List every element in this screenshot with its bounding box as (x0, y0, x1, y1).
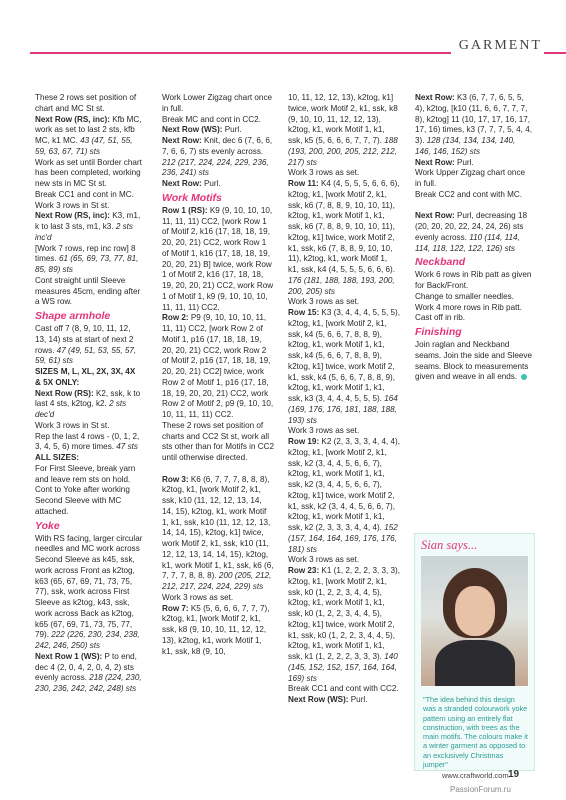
instruction-text: Work 3 rows as set. (288, 426, 360, 436)
stitch-count: 2 sts dec'd (35, 399, 127, 419)
instruction-text: K9 (9, 10, 10, 10, 11, 11, 11) CC2, [work Row 1 of Motif 2, k16 (17, 18, 18, 19, 20, 20, 21) CC2, work Row 1 of Motif 1, k16 (17, 18, 18, 19, 20, 20, 21) B] twice, work Row 1 of Motif 2, k16 (17, 18, 18, 19, 20, 20, 21) CC2, work Row 1 of Motif 1, k9 (9, 10, 10, 10, 11, 11, 11) CC2. (162, 205, 274, 312)
instruction-text: These 2 rows set position of chart and MC St st. (35, 93, 137, 113)
row-label: SIZES M, L, XL, 2X, 3X, 4X & 5X ONLY: (35, 367, 136, 387)
instruction-text: Purl, decreasing 18 (20, 20, 20, 22, 24, 24, 26) sts evenly across. (415, 211, 527, 242)
stitch-count: 61 (65, 69, 73, 77, 81, 85, 89) sts (35, 254, 139, 274)
instruction-paragraph (415, 292, 533, 303)
sian-says-box (414, 533, 535, 771)
column-2 (162, 93, 274, 657)
instruction-text: Work Upper Zigzag chart once in full. (415, 168, 526, 188)
row-label: Next Row (RS, inc): (35, 114, 113, 124)
instruction-paragraph (288, 695, 400, 706)
instruction-paragraph (162, 125, 274, 136)
row-label: Next Row (WS): (288, 695, 351, 704)
instruction-text: Knit, dec 6 (7, 6, 6, 7, 6, 6, 7) sts evenly across. (162, 136, 273, 156)
stitch-count: 47 sts (116, 442, 138, 452)
row-label: Row 7: (162, 603, 191, 613)
instruction-text: Join raglan and Neckband seams. Join the side and Sleeve seams. Block to measurements given and weave in all ends. (415, 340, 532, 382)
instruction-text: Work 3 rows as set. (162, 592, 234, 602)
col2-block-a (162, 93, 274, 190)
instruction-paragraph (35, 93, 143, 115)
instruction-text: K3 (6, 7, 7, 6, 5, 5, 4), k2tog, [k10 (11, 6, 6, 7, 7, 7, 8), k2tog] 11 (10, 17, 17, 16, 17, 17, 16) times, k3 (7, 7, 7, 5, 4, 4, 3). (415, 93, 532, 145)
row-label: Next Row: (415, 93, 457, 102)
row-label: Next Row: (162, 136, 204, 145)
heading-yoke: Yoke (35, 519, 60, 532)
instruction-paragraph (35, 367, 143, 389)
sian-says-title: Sian says... (421, 538, 478, 552)
end-dot-icon (521, 374, 527, 380)
row-label: Row 3: (162, 474, 191, 484)
row-label: Next Row: (415, 211, 457, 221)
instruction-paragraph (415, 303, 533, 314)
stitch-count: 110 (114, 114, 114, 118, 122, 122, 126) sts (415, 232, 520, 253)
row-label: Next Row (RS): (35, 388, 96, 398)
instruction-paragraph (35, 652, 143, 695)
instruction-paragraph (35, 190, 143, 201)
instruction-paragraph (415, 270, 533, 292)
instruction-paragraph (288, 308, 400, 426)
footer-url: www.craftworld.com (442, 771, 509, 780)
instruction-text: 10, 11, 12, 12, 13), k2tog, k1] twice, work Motif 2, k1, ssk, k8 (9, 10, 10, 11, 12, 12, 13), k2tog, k1, work Motif 1, k1, ssk, k5 (5, 6, 6, 6, 7, 7, 7). (288, 93, 398, 145)
instruction-text: Work 3 rows in St st. (35, 420, 110, 430)
stitch-count: 188 (193, 200, 200, 205, 212, 212, 217) sts (288, 136, 398, 167)
instruction-paragraph (35, 276, 143, 308)
instruction-text: Purl. (456, 157, 474, 167)
instruction-text: Purl. (203, 179, 221, 188)
spacer (415, 201, 533, 212)
instruction-paragraph (35, 324, 143, 367)
instruction-text: K6 (6, 7, 7, 7, 8, 8, 8), k2tog, k1, [work Motif 2, k1, ssk, k10 (11, 12, 12, 13, 14, 14, 15), k2tog, k1, work Motif 1, k1, ssk, k10 (11, 12, 12, 13, 14, 14, 15), k2tog, k1] twice, work Motif 2, k1, ssk, k10 (11, 12, 12, 13, 14, 14, 15), k2tog, k1, work Motif 1, k1, ssk, k6 (6, 7, 7, 7, 8, 8, 8). (162, 474, 274, 581)
instruction-text: With RS facing, larger circular needles and MC work across Second Sleeve as k45, ssk, work across Front as k2tog, k63 (65, 67, 69, 71, 73, 75, 77), ssk, work across First Sleeve as k2tog, k43, ssk, work across Back as k2tog, k65 (67, 69, 71, 73, 75, 77, 79). (35, 533, 143, 640)
instruction-paragraph (35, 389, 143, 421)
row-label: Row 19: (288, 437, 322, 446)
watermark: PassionForum.ru (450, 785, 511, 794)
row-label: Row 1 (RS): (162, 205, 210, 215)
instruction-text: Cont straight until Sleeve measures 45cm, ending after a WS row. (35, 275, 141, 307)
heading-neckband: Neckband (415, 256, 466, 269)
instruction-paragraph (288, 684, 400, 695)
instruction-text: Kfb MC, work as set to last 2 sts, kfb MC, k1 MC. (35, 114, 142, 145)
instruction-text: P to end, dec 4 (2, 0, 4, 2, 0, 4, 2) sts evenly across. (35, 651, 137, 683)
stitch-count: 212 (217, 224, 224, 229, 236, 236, 241) sts (162, 157, 269, 178)
col2-block-b (162, 206, 274, 658)
instruction-paragraph (415, 158, 533, 169)
instruction-paragraph (162, 136, 274, 179)
designer-photo (421, 556, 528, 686)
instruction-paragraph (35, 453, 143, 464)
instruction-text: K2, ssk, k to last 4 sts, k2tog, k2. (35, 388, 141, 409)
instruction-text: Work 4 more rows in Rib patt. (415, 302, 522, 312)
instruction-paragraph (288, 93, 400, 168)
stitch-count: 2 sts inc'd (35, 222, 133, 242)
col1-block-a (35, 93, 143, 308)
col1-block-c (35, 534, 143, 695)
instruction-text: K4 (4, 5, 5, 5, 6, 6, 6), k2tog, k1, [work Motif 2, k1, ssk, k6 (7, 8, 8, 9, 10, 10, 11), k2tog, k1, work Motif 1, k1, ssk, k6 (7, 8, 8, 9, 10, 10, 11), k2tog, k1] twice, work Motif 2, k1, ssk, k6 (7, 8, 8, 9, 10, 10, 11), k2tog, k1, work Motif 1, k1, ssk, k4 (4, 5, 5, 5, 6, 6, 6). (288, 179, 400, 274)
instruction-text: K3 (3, 4, 4, 4, 5, 5, 5), k2tog, k1, [work Motif 2, k1, ssk, k4 (5, 6, 6, 7, 8, 8, 9), k2tog, k1, work Motif 1, k1, ssk, k4 (5, 6, 6, 7, 8, 8, 9), k2tog, k1] twice, work Motif 2, k1, ssk, k4 (5, 6, 6, 7, 8, 8, 9), k2tog, k1, work Motif 1, k1, ssk, k3 (3, 4, 4, 4, 5, 5, 5). (288, 308, 401, 403)
instruction-text: Rep the last 4 rows - (0, 1, 2, 3, 4, 5, 6) more times. (35, 431, 140, 452)
row-label: Next Row: (162, 179, 204, 188)
row-label: Row 15: (288, 308, 322, 317)
instruction-paragraph (288, 555, 400, 566)
instruction-paragraph (35, 158, 143, 190)
col4-block-a (415, 93, 533, 254)
stitch-count: 128 (134, 134, 134, 140, 146, 146, 152) sts (415, 136, 516, 156)
instruction-text: [Work 7 rows, rep inc row] 8 times. (35, 243, 136, 264)
column-3 (288, 93, 400, 706)
col1-block-b (35, 324, 143, 518)
instruction-text: Break MC and cont in CC2. (162, 114, 261, 124)
instruction-text: Work 3 rows in St st. (35, 200, 110, 210)
heading-shape-armhole: Shape armhole (35, 310, 111, 322)
row-label: Row 23: (288, 566, 322, 575)
instruction-paragraph (415, 211, 533, 254)
instruction-paragraph (162, 475, 274, 593)
stitch-count: 176 (181, 188, 188, 193, 200, 200, 205) sts (288, 275, 395, 296)
instruction-paragraph (35, 464, 143, 518)
instruction-paragraph (162, 313, 274, 421)
instruction-paragraph (162, 179, 274, 190)
page-number: 19 (508, 769, 520, 780)
row-label: Next Row 1 (WS): (35, 651, 105, 661)
instruction-paragraph (35, 211, 143, 243)
instruction-text: K3, m1, k to last 3 sts, m1, k3. (35, 211, 141, 231)
stitch-count: 140 (145, 152, 152, 157, 164, 164, 169) sts (288, 652, 398, 683)
instruction-text: K2 (2, 3, 3, 3, 4, 4, 4), k2tog, k1, [work Motif 2, k1, ssk, k2 (3, 4, 4, 5, 6, 6, 7), k2tog, k1, work Motif 1, k1, ssk, k2 (3, 4, 4, 5, 6, 6, 7), k2tog, k1] twice, work Motif 2, k1, ssk, k2 (3, 4, 4, 5, 6, 6, 7), k2tog, k1, work Motif 1, k1, ssk, k2 (2, 3, 3, 3, 4, 4, 4). (288, 437, 401, 532)
instruction-paragraph (288, 426, 400, 437)
instruction-paragraph (415, 93, 533, 158)
stitch-count: 222 (226, 230, 234, 238, 242, 246, 250) sts (35, 630, 140, 650)
col4-block-b (415, 270, 533, 324)
instruction-text: Cast off in rib. (415, 313, 465, 323)
instruction-text: Break CC1 and cont in MC. (35, 189, 134, 199)
instruction-paragraph (162, 115, 274, 126)
instruction-text: Break CC1 and cont with CC2. (288, 684, 399, 694)
sian-quote: "The idea behind this design was a stranded colourwork yoke pattern using an entirely flat construction, with trees as the main motifs. The colours make it a winter garment as opposed to an exclusively Christmas jumper" (423, 695, 528, 770)
row-label: Row 11: (288, 179, 321, 188)
instruction-text: Work 3 rows as set. (288, 168, 360, 178)
instruction-paragraph (162, 604, 274, 658)
instruction-text: Break CC2 and cont with MC. (415, 189, 523, 199)
instruction-paragraph (288, 168, 400, 179)
instruction-paragraph (35, 421, 143, 432)
row-label: Row 2: (162, 313, 191, 323)
instruction-text: P9 (9, 10, 10, 10, 11, 11, 11) CC2, [work Row 2 of Motif 1, p16 (17, 18, 18, 19, 20, 20, 21) CC2, work Row 2 of Motif 2, p16 (17, 18, 18, 19, 20, 20, 21) CC2] twice, work Row 2 of Motif 1, p16 (17, 18, 18, 19, 20, 20, 21) CC2, work Row 2 of Motif 2, p9 (9, 10, 10, 10, 11, 11, 11) CC2. (162, 313, 274, 419)
instruction-text: K1 (1, 2, 2, 2, 3, 3, 3), k2tog, k1, [work Motif 2, k1, ssk, k0 (1, 2, 2, 3, 4, 4, 5), k2tog, k1, work Motif 1, k1, ssk, k0 (1, 2, 2, 3, 4, 4, 5), k2tog, k1] twice, work Motif 2, k1, ssk, k0 (1, 2, 2, 3, 4, 4, 5), k2tog, k1, work Motif 1, k1, ssk, k1 (1, 2, 2, 2, 3, 3, 3). (288, 566, 401, 661)
instruction-paragraph (35, 201, 143, 212)
instruction-text: K5 (5, 6, 6, 6, 7, 7, 7), k2tog, k1, [work Motif 2, k1, ssk, k8 (9, 10, 10, 11, 12, 12, 13), k2tog, k1, work Motif 1, k1, ssk, k8 (9, 10, (162, 603, 270, 656)
col4-block-c (415, 340, 533, 383)
instruction-paragraph (35, 432, 143, 454)
photo-face (455, 586, 495, 636)
instruction-text: Work 6 rows in Rib patt as given for Back/Front. (415, 270, 532, 290)
heading-work-motifs: Work Motifs (162, 191, 222, 204)
column-1 (35, 93, 143, 695)
instruction-text: Cast off 7 (8, 9, 10, 11, 12, 13, 14) sts at start of next 2 rows. (35, 324, 134, 355)
instruction-paragraph (162, 421, 274, 464)
instruction-paragraph (35, 244, 143, 276)
stitch-count: 164 (169, 176, 176, 181, 188, 188, 193) sts (288, 394, 398, 425)
instruction-paragraph (35, 115, 143, 158)
instruction-paragraph (288, 179, 400, 297)
instruction-paragraph (162, 206, 274, 314)
row-label: ALL SIZES: (35, 453, 80, 462)
instruction-paragraph (415, 168, 533, 190)
photo-body (435, 640, 515, 686)
instruction-paragraph (288, 297, 400, 308)
instruction-text: For First Sleeve, break yarn and leave rem sts on hold. Cont to Yoke after working Second Sleeve with MC attached. (35, 463, 136, 516)
row-label: Next Row (RS, inc): (35, 211, 113, 221)
instruction-text: Work 3 rows as set. (288, 555, 360, 565)
instruction-paragraph (415, 340, 533, 383)
instruction-text: Work as set until Border chart has been completed, working new sts in MC St st. (35, 157, 142, 188)
instruction-text: Work Lower Zigzag chart once in full. (162, 93, 273, 113)
stitch-count: 43 (47, 51, 55, 59, 63, 67, 71) sts (35, 136, 133, 156)
col3-block-a (288, 93, 400, 706)
row-label: Next Row: (415, 157, 457, 167)
instruction-paragraph (162, 593, 274, 604)
instruction-paragraph (35, 534, 143, 652)
row-label: Next Row (WS): (162, 125, 225, 135)
stitch-count: 47 (49, 51, 53, 55, 57, 59, 61) sts (35, 345, 137, 366)
stitch-count: 200 (205, 212, 212, 217, 224, 224, 229) sts (162, 571, 272, 591)
instruction-text: These 2 rows set position of charts and CC2 St st, work all sts other than for Motifs in CC2 until otherwise directed. (162, 420, 274, 462)
column-4 (415, 93, 533, 383)
instruction-paragraph (162, 93, 274, 115)
stitch-count: 218 (224, 230, 230, 236, 242, 242, 248) sts (35, 673, 142, 693)
instruction-text: Work 3 rows as set. (288, 297, 360, 307)
instruction-text: Purl. (350, 695, 368, 704)
instruction-text: Change to smaller needles. (415, 291, 514, 301)
instruction-paragraph (415, 313, 533, 324)
instruction-text: Purl. (224, 125, 242, 135)
stitch-count: 152 (157, 164, 164, 169, 176, 176, 181) sts (288, 523, 398, 554)
heading-finishing: Finishing (415, 326, 462, 338)
instruction-paragraph (415, 190, 533, 201)
instruction-paragraph (288, 437, 400, 555)
section-label: GARMENT (451, 38, 544, 54)
spacer (162, 464, 274, 475)
instruction-paragraph (288, 566, 400, 684)
